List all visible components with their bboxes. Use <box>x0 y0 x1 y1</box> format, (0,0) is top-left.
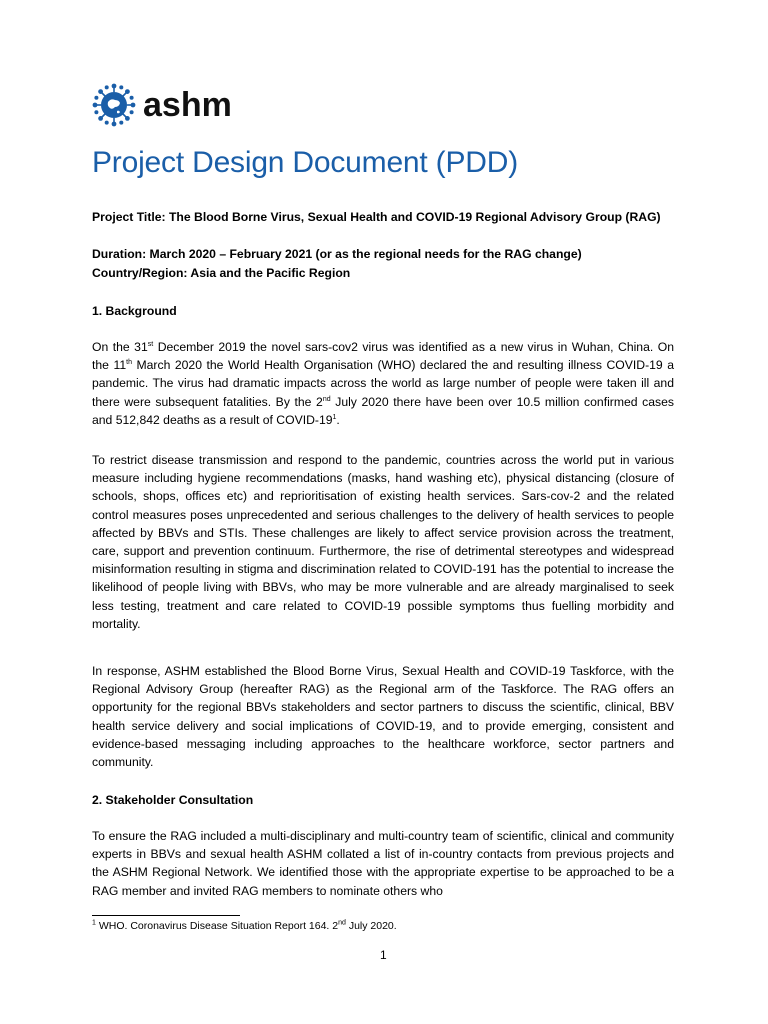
footnote-ref[interactable]: 1 <box>332 413 337 421</box>
footnote-divider <box>92 915 240 916</box>
section-heading-background: 1. Background <box>92 304 177 318</box>
section-heading-stakeholder: 2. Stakeholder Consultation <box>92 793 254 807</box>
country-region: Country/Region: Asia and the Pacific Region <box>92 266 351 280</box>
logo-text: ashm <box>143 86 232 124</box>
paragraph-background-3: In response, ASHM established the Blood Borne Virus, Sexual Health and COVID-19 Taskforce, with the Regional Advisory Group (hereafter RAG) as the Regional arm of the Taskforce. The RAG offers an opportunity for the regional BBVs stakeholders and sector partners to discuss the scientific, clinical, BBV health service delivery and social implications of COVID-19, and to provide emerging, consistent and evidence-based messaging including approaches to the healthcare workforce, sector partners and community. <box>92 664 674 770</box>
duration: Duration: March 2020 – February 2021 (or as the regional needs for the RAG change) <box>92 247 582 261</box>
page-number: 1 <box>380 948 387 962</box>
project-title: Project Title: The Blood Borne Virus, Sexual Health and COVID-19 Regional Advisory Group (RAG) <box>92 210 661 224</box>
paragraph-background-2: To restrict disease transmission and respond to the pandemic, countries across the world put in various measure including hygiene recommendations (masks, hand washing etc), physical distancing (closure of schools, shops, offices etc) and reprioritisation of existing health services. Sars-cov-2 and the related control measures poses unprecedented and serious challenges to the delivery of health services to people affected by BBVs and STIs. These challenges are likely to affect service provision across the treatment, care, support and prevention continuum. Furthermore, the rise of detrimental stereotypes and widespread misinformation resulting in stigma and discrimination related to COVID-191 has the potential to increase the likelihood of people living with BBVs, who may be more vulnerable and are already marginalised to seek less testing, treatment and care related to COVID-19 possible symptoms thus fuelling morbidity and mortality. <box>92 453 674 631</box>
globe-logo-icon <box>91 82 137 128</box>
paragraph-stakeholder-1: To ensure the RAG included a multi-disciplinary and multi-country team of scientific, clinical and community experts in BBVs and sexual health ASHM collated a list of in-country contacts from previous projects and the ASHM Regional Network. We identified those with the appropriate expertise to be approached to be a RAG member and invited RAG members to nominate others who <box>92 829 674 898</box>
paragraph-background-1: On the 31st December 2019 the novel sars-cov2 virus was identified as a new virus in Wuhan, China. On the 11th March 2020 the World Health Organisation (WHO) declared the and resulting illness COVID-19 a pandemic. The virus had dramatic impacts across the world as large number of people were taken ill and there were subsequent fatalities. By the 2nd July 2020 there have been over 10.5 million confirmed cases and 512,842 deaths as a result of COVID-$19^1$. <box>92 340 675 427</box>
ashm-logo <box>91 82 232 128</box>
footnote: $^1$ WHO. Coronavirus Disease Situation Report 164. 2nd July 2020. <box>92 919 397 932</box>
document-title: Project Design Document (PDD) <box>92 146 519 179</box>
